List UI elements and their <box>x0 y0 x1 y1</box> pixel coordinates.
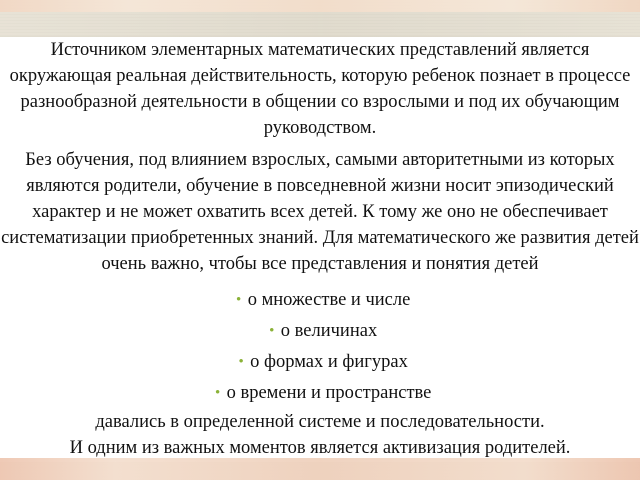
bullet-item <box>0 316 640 347</box>
bullet-text: о множестве и числе <box>247 290 411 310</box>
bullet-list <box>0 285 640 409</box>
bullet-item <box>0 378 640 409</box>
paragraph-1-line-2: окружающая реальная действительность, которую ребенок познает в процессе <box>9 66 631 86</box>
bullet-icon: • <box>238 354 244 370</box>
bullet-text: о величинах <box>280 321 378 341</box>
bullet-icon: • <box>236 292 242 308</box>
paragraph-2-line-5: очень важно, чтобы все представления и понятия детей <box>101 254 539 274</box>
closing-line-2: И одним из важных моментов является активизация родителей. <box>69 438 571 458</box>
bullet-item <box>0 285 640 316</box>
bullet-text: о формах и фигурах <box>250 352 408 372</box>
bullet-item <box>0 347 640 378</box>
text-panel <box>0 37 640 462</box>
paragraph-2-line-4: систематизации приобретенных знаний. Для математического же развития детей <box>1 228 639 248</box>
paragraph-1-line-1: Источником элементарных математических представлений является <box>50 40 590 60</box>
slide-text <box>0 37 640 461</box>
paragraph-1-line-4: руководством. <box>263 118 377 138</box>
top-decorative-band <box>0 0 640 12</box>
closing-line-1: давались в определенной системе и последовательности. <box>95 412 545 432</box>
paragraph-2-line-1: Без обучения, под влиянием взрослых, самыми авторитетными из которых <box>25 150 615 170</box>
paragraph-1-line-3: разнообразной деятельности в общении со взрослыми и под их обучающим <box>20 92 620 112</box>
bullet-text: о времени и пространстве <box>226 383 432 403</box>
paragraph-2-line-2: являются родители, обучение в повседневной жизни носит эпизодический <box>26 176 614 196</box>
paragraph-2-line-3: характер и не может охватить всех детей. К тому же оно не обеспечивает <box>32 202 608 222</box>
bullet-icon: • <box>214 385 221 401</box>
bottom-decorative-band <box>0 458 640 480</box>
bullet-icon: • <box>269 323 275 339</box>
